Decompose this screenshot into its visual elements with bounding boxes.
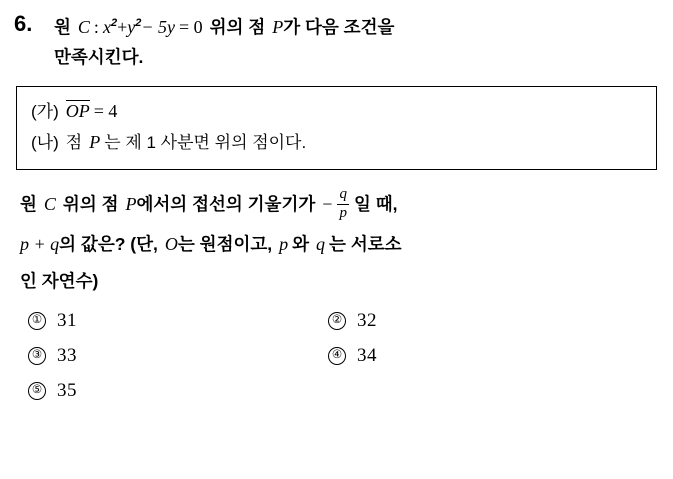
choice-5[interactable] <box>28 380 328 402</box>
choice-row-3 <box>28 380 659 402</box>
condition-row-na <box>31 127 642 158</box>
point-symbol: P <box>272 17 284 37</box>
stem-line-2: 만족시킨다. <box>54 47 144 67</box>
choice-label-5: 35 <box>57 380 77 401</box>
equation-y-exponent: 2 <box>135 17 142 30</box>
question-stem <box>14 10 659 72</box>
stem-text-end: 가 다음 조건을 <box>283 17 395 37</box>
choice-label-4: 34 <box>357 345 377 366</box>
stem-line-1 <box>54 12 659 42</box>
condition-box <box>16 86 657 170</box>
choice-marker-1-icon: ① <box>28 312 46 330</box>
equation-x-exponent: 2 <box>110 17 118 30</box>
equation-minus-5y: − 5y <box>141 17 175 37</box>
stem-text-pre: 원 <box>54 17 71 37</box>
condition-na-text-post: 는 제 1 사분면 위의 점이다. <box>104 133 307 152</box>
p2-text-value: 의 값은? (단, <box>59 234 158 254</box>
circle-symbol: C <box>77 17 90 37</box>
stem-text-mid: 위의 점 <box>209 17 266 37</box>
condition-na-text-pre: 점 <box>65 133 83 152</box>
fraction-q-over-p <box>337 187 349 222</box>
paragraph2-line-3: 인 자연수) <box>20 271 99 291</box>
choice-row-1 <box>28 310 659 332</box>
choice-3[interactable] <box>28 345 328 367</box>
equation-y: y <box>127 17 136 37</box>
p2-circle-symbol: C <box>43 194 56 214</box>
choice-label-2: 32 <box>357 310 377 331</box>
p2-text-d: 일 때, <box>353 194 398 214</box>
question-number: 6. <box>14 11 33 36</box>
choice-marker-4-icon: ④ <box>328 347 346 365</box>
question-paragraph-2 <box>14 184 659 298</box>
p2-text-and: 와 <box>292 234 310 254</box>
choice-row-2 <box>28 345 659 367</box>
p2-text-a: 원 <box>20 194 37 214</box>
p-plus-q-expression: p + q <box>20 234 60 254</box>
p2-text-b: 위의 점 <box>62 194 119 214</box>
choice-marker-3-icon: ③ <box>28 347 46 365</box>
choice-4[interactable] <box>328 345 628 367</box>
condition-na-point: P <box>89 132 101 152</box>
paragraph2-line-1 <box>20 184 659 224</box>
choice-2[interactable] <box>328 310 628 332</box>
p2-minus-sign: − <box>322 194 333 214</box>
condition-tag-ga: (가) <box>31 102 59 121</box>
choice-1[interactable] <box>28 310 328 332</box>
fraction-denominator: p <box>339 204 347 221</box>
p2-text-origin: 는 원점이고, <box>177 234 273 254</box>
choice-label-1: 31 <box>57 310 77 331</box>
choice-label-3: 33 <box>57 345 77 366</box>
p-symbol: p <box>279 234 289 254</box>
condition-row-ga <box>31 96 642 127</box>
answer-choices <box>14 310 659 402</box>
fraction-numerator: q <box>339 186 347 203</box>
colon-symbol: : <box>93 17 99 37</box>
choice-marker-2-icon: ② <box>328 312 346 330</box>
origin-symbol: O <box>164 234 178 254</box>
choice-marker-5-icon: ⑤ <box>28 382 46 400</box>
q-symbol: q <box>316 234 326 254</box>
condition-ga-value: = 4 <box>93 101 118 121</box>
equation-plus: + <box>117 17 128 37</box>
segment-op-overline: OP <box>65 101 90 121</box>
p2-text-c: 에서의 접선의 기울기가 <box>136 194 316 214</box>
condition-tag-na: (나) <box>31 133 59 152</box>
p2-point-symbol: P <box>125 194 137 214</box>
question-stem-body <box>54 10 659 72</box>
p2-text-coprime: 는 서로소 <box>329 234 402 254</box>
paragraph2-line-2 <box>20 224 659 264</box>
equation-x: x <box>102 17 111 37</box>
equation-equals-zero: = 0 <box>178 17 203 37</box>
